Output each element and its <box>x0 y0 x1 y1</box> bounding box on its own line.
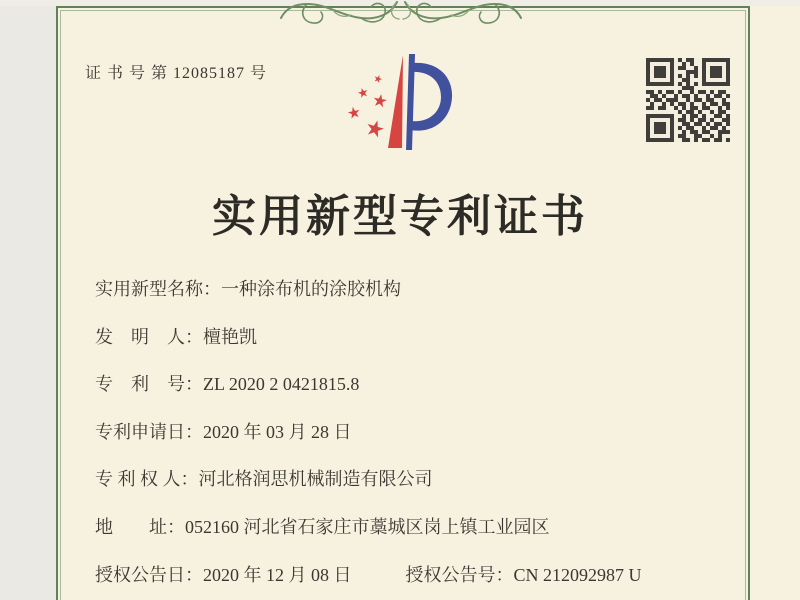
field-value: 一种涂布机的涂胶机构 <box>221 279 401 299</box>
field-row-address <box>95 517 745 565</box>
field-label: 发 明 人： <box>95 326 203 347</box>
field-label: 专利申请日： <box>95 421 203 442</box>
field-label: 专 利 号： <box>95 374 203 395</box>
field-value: 河北格润思机械制造有限公司 <box>198 469 433 490</box>
field-row-utility-model-name <box>95 279 745 327</box>
field-row-grant <box>95 565 745 600</box>
qr-code <box>646 58 730 142</box>
grant-number-group <box>406 565 642 585</box>
field-row-filing-date <box>95 422 745 470</box>
certificate-title: 实用新型专利证书 <box>212 192 588 241</box>
certificate-fields <box>95 279 745 600</box>
field-value: 2020 年 12 月 08 日 <box>203 564 352 585</box>
green-scroll-flourish-icon <box>277 0 525 34</box>
cnipa-patent-logo-icon <box>346 53 456 153</box>
grant-date-group <box>95 565 401 585</box>
field-label: 专 利 权 人： <box>95 469 199 490</box>
page-edge-strip <box>0 0 56 600</box>
field-label: 实用新型名称： <box>95 279 221 299</box>
certificate-number: 证 书 号 第 12085187 号 <box>85 65 268 82</box>
field-value: ZL 2020 2 0421815.8 <box>203 374 360 395</box>
field-label: 授权公告号： <box>405 564 514 585</box>
field-row-patentee <box>95 469 745 517</box>
field-label: 授权公告日： <box>95 564 203 585</box>
field-row-patent-number <box>95 374 745 422</box>
field-label: 地 址： <box>95 516 185 537</box>
field-value: CN 212092987 U <box>513 564 642 585</box>
field-value: 2020 年 03 月 28 日 <box>203 421 352 442</box>
field-value: 052160 河北省石家庄市藁城区岗上镇工业园区 <box>185 516 550 537</box>
field-row-inventor <box>95 327 745 375</box>
field-value: 檀艳凯 <box>203 326 257 347</box>
